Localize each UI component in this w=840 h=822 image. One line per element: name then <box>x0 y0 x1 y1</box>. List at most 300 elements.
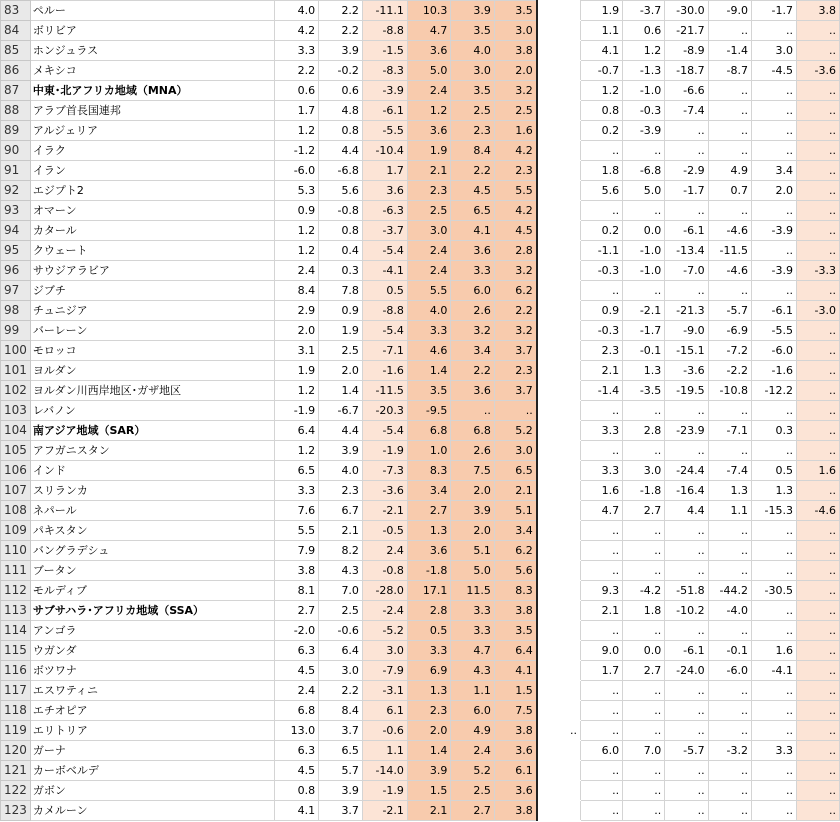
value-cell[interactable]: -0.2 <box>319 61 363 81</box>
value-cell[interactable] <box>537 341 581 361</box>
value-cell[interactable]: 1.4 <box>319 381 363 401</box>
row-header[interactable]: 120 <box>1 741 31 761</box>
region-name-cell[interactable]: モロッコ <box>30 341 274 361</box>
row-header[interactable]: 90 <box>1 141 31 161</box>
value-cell[interactable]: -1.1 <box>581 241 623 261</box>
value-cell[interactable]: 2.6 <box>451 301 494 321</box>
value-cell[interactable]: -5.5 <box>751 321 796 341</box>
value-cell[interactable]: -8.9 <box>665 41 708 61</box>
value-cell[interactable]: .. <box>751 281 796 301</box>
row-header[interactable]: 83 <box>1 1 31 21</box>
value-cell[interactable]: 6.1 <box>494 761 536 781</box>
value-cell[interactable]: .. <box>581 721 623 741</box>
value-cell[interactable]: 4.8 <box>319 101 363 121</box>
value-cell[interactable]: 6.2 <box>494 541 536 561</box>
value-cell[interactable]: 4.2 <box>494 141 536 161</box>
value-cell[interactable]: 4.0 <box>274 1 318 21</box>
value-cell[interactable]: 6.0 <box>581 741 623 761</box>
value-cell[interactable]: -7.4 <box>708 461 751 481</box>
value-cell[interactable]: -9.5 <box>407 401 450 421</box>
value-cell[interactable]: 1.3 <box>623 361 665 381</box>
value-cell[interactable]: 1.0 <box>407 441 450 461</box>
value-cell[interactable]: .. <box>665 201 708 221</box>
value-cell[interactable]: 2.0 <box>274 321 318 341</box>
value-cell[interactable]: -9.0 <box>708 1 751 21</box>
value-cell[interactable]: -0.5 <box>362 521 407 541</box>
value-cell[interactable]: -5.4 <box>362 241 407 261</box>
value-cell[interactable] <box>537 501 581 521</box>
value-cell[interactable]: -10.2 <box>665 601 708 621</box>
value-cell[interactable]: .. <box>751 601 796 621</box>
value-cell[interactable]: 1.2 <box>274 241 318 261</box>
region-name-cell[interactable]: チュニジア <box>30 301 274 321</box>
region-name-cell[interactable]: 中東･北アフリカ地域（MNA） <box>30 81 274 101</box>
value-cell[interactable] <box>537 21 581 41</box>
value-cell[interactable]: .. <box>708 401 751 421</box>
value-cell[interactable]: 0.0 <box>623 641 665 661</box>
value-cell[interactable]: 2.0 <box>751 181 796 201</box>
value-cell[interactable]: 3.1 <box>274 341 318 361</box>
value-cell[interactable]: 2.8 <box>623 421 665 441</box>
row-header[interactable]: 102 <box>1 381 31 401</box>
value-cell[interactable] <box>537 261 581 281</box>
region-name-cell[interactable]: パキスタン <box>30 521 274 541</box>
value-cell[interactable]: 0.8 <box>581 101 623 121</box>
value-cell[interactable]: -11.5 <box>362 381 407 401</box>
value-cell[interactable]: .. <box>581 541 623 561</box>
region-name-cell[interactable]: エリトリア <box>30 721 274 741</box>
region-name-cell[interactable]: ボリビア <box>30 21 274 41</box>
value-cell[interactable]: 1.7 <box>581 661 623 681</box>
value-cell[interactable]: 4.0 <box>407 301 450 321</box>
region-name-cell[interactable]: レバノン <box>30 401 274 421</box>
value-cell[interactable]: 1.2 <box>274 121 318 141</box>
value-cell[interactable]: .. <box>665 721 708 741</box>
value-cell[interactable]: 4.1 <box>494 661 536 681</box>
value-cell[interactable]: 4.2 <box>494 201 536 221</box>
value-cell[interactable]: 3.5 <box>451 21 494 41</box>
value-cell[interactable]: .. <box>796 101 839 121</box>
value-cell[interactable]: -1.9 <box>362 781 407 801</box>
value-cell[interactable]: 3.2 <box>451 321 494 341</box>
value-cell[interactable]: 7.6 <box>274 501 318 521</box>
row-header[interactable]: 112 <box>1 581 31 601</box>
value-cell[interactable]: .. <box>581 781 623 801</box>
value-cell[interactable]: 1.8 <box>623 601 665 621</box>
value-cell[interactable]: -7.0 <box>665 261 708 281</box>
region-name-cell[interactable]: アンゴラ <box>30 621 274 641</box>
value-cell[interactable]: .. <box>581 141 623 161</box>
region-name-cell[interactable]: ヨルダン川西岸地区･ガザ地区 <box>30 381 274 401</box>
value-cell[interactable]: -23.9 <box>665 421 708 441</box>
value-cell[interactable] <box>537 461 581 481</box>
value-cell[interactable]: -2.1 <box>362 501 407 521</box>
value-cell[interactable]: -6.7 <box>319 401 363 421</box>
value-cell[interactable]: -8.8 <box>362 301 407 321</box>
value-cell[interactable]: .. <box>623 141 665 161</box>
value-cell[interactable]: -0.3 <box>623 101 665 121</box>
value-cell[interactable]: -4.6 <box>708 261 751 281</box>
value-cell[interactable]: 4.1 <box>581 41 623 61</box>
value-cell[interactable]: 1.1 <box>708 501 751 521</box>
value-cell[interactable]: -8.8 <box>362 21 407 41</box>
value-cell[interactable] <box>537 121 581 141</box>
value-cell[interactable]: 8.2 <box>319 541 363 561</box>
region-name-cell[interactable]: ネパール <box>30 501 274 521</box>
value-cell[interactable]: 2.3 <box>494 361 536 381</box>
value-cell[interactable]: 5.6 <box>494 561 536 581</box>
value-cell[interactable]: .. <box>796 721 839 741</box>
value-cell[interactable]: -0.8 <box>362 561 407 581</box>
value-cell[interactable]: 3.5 <box>407 381 450 401</box>
value-cell[interactable]: 0.8 <box>274 781 318 801</box>
value-cell[interactable]: .. <box>796 741 839 761</box>
value-cell[interactable] <box>537 321 581 341</box>
value-cell[interactable]: 5.5 <box>494 181 536 201</box>
value-cell[interactable]: -5.7 <box>665 741 708 761</box>
value-cell[interactable]: 3.0 <box>494 21 536 41</box>
value-cell[interactable]: 8.3 <box>407 461 450 481</box>
value-cell[interactable] <box>537 61 581 81</box>
value-cell[interactable]: -1.6 <box>362 361 407 381</box>
value-cell[interactable]: .. <box>581 441 623 461</box>
value-cell[interactable]: 1.8 <box>581 161 623 181</box>
value-cell[interactable]: 1.3 <box>708 481 751 501</box>
value-cell[interactable]: .. <box>708 621 751 641</box>
value-cell[interactable]: .. <box>751 21 796 41</box>
value-cell[interactable]: 7.9 <box>274 541 318 561</box>
value-cell[interactable]: .. <box>796 161 839 181</box>
value-cell[interactable]: .. <box>751 141 796 161</box>
value-cell[interactable]: -6.1 <box>665 221 708 241</box>
value-cell[interactable] <box>537 521 581 541</box>
row-header[interactable]: 118 <box>1 701 31 721</box>
value-cell[interactable]: .. <box>623 541 665 561</box>
value-cell[interactable]: .. <box>623 621 665 641</box>
value-cell[interactable]: -15.1 <box>665 341 708 361</box>
row-header[interactable]: 86 <box>1 61 31 81</box>
region-name-cell[interactable]: ガーナ <box>30 741 274 761</box>
value-cell[interactable]: .. <box>796 41 839 61</box>
value-cell[interactable]: -13.4 <box>665 241 708 261</box>
value-cell[interactable]: 4.7 <box>581 501 623 521</box>
value-cell[interactable]: .. <box>796 21 839 41</box>
value-cell[interactable]: 2.6 <box>451 441 494 461</box>
value-cell[interactable]: -51.8 <box>665 581 708 601</box>
row-header[interactable]: 105 <box>1 441 31 461</box>
value-cell[interactable]: .. <box>708 21 751 41</box>
value-cell[interactable]: 5.1 <box>451 541 494 561</box>
row-header[interactable]: 107 <box>1 481 31 501</box>
value-cell[interactable]: 5.1 <box>494 501 536 521</box>
value-cell[interactable]: 1.7 <box>274 101 318 121</box>
value-cell[interactable]: .. <box>751 101 796 121</box>
value-cell[interactable]: -3.2 <box>708 741 751 761</box>
value-cell[interactable]: 3.8 <box>494 41 536 61</box>
value-cell[interactable] <box>537 301 581 321</box>
value-cell[interactable]: 4.3 <box>319 561 363 581</box>
value-cell[interactable]: 1.7 <box>362 161 407 181</box>
row-header[interactable]: 108 <box>1 501 31 521</box>
region-name-cell[interactable]: 南アジア地域（SAR） <box>30 421 274 441</box>
value-cell[interactable]: .. <box>796 661 839 681</box>
value-cell[interactable]: .. <box>581 621 623 641</box>
value-cell[interactable]: 2.3 <box>407 181 450 201</box>
value-cell[interactable]: -4.0 <box>708 601 751 621</box>
value-cell[interactable]: 0.0 <box>623 221 665 241</box>
value-cell[interactable]: .. <box>751 441 796 461</box>
value-cell[interactable]: .. <box>708 541 751 561</box>
value-cell[interactable] <box>537 661 581 681</box>
value-cell[interactable]: .. <box>796 381 839 401</box>
value-cell[interactable]: -24.4 <box>665 461 708 481</box>
value-cell[interactable]: -2.1 <box>362 801 407 821</box>
value-cell[interactable]: .. <box>796 221 839 241</box>
value-cell[interactable]: -3.3 <box>796 261 839 281</box>
value-cell[interactable]: 2.1 <box>319 521 363 541</box>
value-cell[interactable]: 3.3 <box>451 621 494 641</box>
value-cell[interactable]: 1.6 <box>494 121 536 141</box>
value-cell[interactable]: 5.6 <box>581 181 623 201</box>
value-cell[interactable]: -10.8 <box>708 381 751 401</box>
value-cell[interactable]: 6.4 <box>494 641 536 661</box>
value-cell[interactable]: .. <box>665 541 708 561</box>
value-cell[interactable]: 1.9 <box>407 141 450 161</box>
region-name-cell[interactable]: サウジアラビア <box>30 261 274 281</box>
value-cell[interactable]: -2.9 <box>665 161 708 181</box>
value-cell[interactable]: 8.4 <box>274 281 318 301</box>
value-cell[interactable]: .. <box>796 361 839 381</box>
value-cell[interactable]: -1.7 <box>623 321 665 341</box>
value-cell[interactable]: .. <box>796 481 839 501</box>
value-cell[interactable]: 4.2 <box>274 21 318 41</box>
value-cell[interactable]: 4.4 <box>319 141 363 161</box>
value-cell[interactable]: 2.1 <box>407 801 450 821</box>
row-header[interactable]: 116 <box>1 661 31 681</box>
row-header[interactable]: 113 <box>1 601 31 621</box>
value-cell[interactable]: 0.9 <box>319 301 363 321</box>
value-cell[interactable]: .. <box>796 521 839 541</box>
value-cell[interactable]: .. <box>796 581 839 601</box>
value-cell[interactable] <box>537 41 581 61</box>
value-cell[interactable] <box>537 141 581 161</box>
value-cell[interactable]: 5.3 <box>274 181 318 201</box>
value-cell[interactable]: 2.4 <box>451 741 494 761</box>
value-cell[interactable]: 6.3 <box>274 741 318 761</box>
row-header[interactable]: 119 <box>1 721 31 741</box>
value-cell[interactable]: 1.2 <box>274 381 318 401</box>
value-cell[interactable]: 9.0 <box>581 641 623 661</box>
value-cell[interactable]: 0.8 <box>319 121 363 141</box>
value-cell[interactable]: 0.7 <box>708 181 751 201</box>
value-cell[interactable]: 0.4 <box>319 241 363 261</box>
value-cell[interactable]: -1.9 <box>362 441 407 461</box>
region-name-cell[interactable]: ウガンダ <box>30 641 274 661</box>
region-name-cell[interactable]: エチオピア <box>30 701 274 721</box>
value-cell[interactable]: -4.5 <box>751 61 796 81</box>
value-cell[interactable]: 2.3 <box>494 161 536 181</box>
value-cell[interactable]: 5.0 <box>623 181 665 201</box>
value-cell[interactable]: 3.8 <box>494 801 536 821</box>
value-cell[interactable]: 3.9 <box>319 781 363 801</box>
value-cell[interactable]: 0.5 <box>751 461 796 481</box>
value-cell[interactable] <box>537 401 581 421</box>
value-cell[interactable]: .. <box>665 281 708 301</box>
row-header[interactable]: 104 <box>1 421 31 441</box>
value-cell[interactable]: .. <box>581 561 623 581</box>
value-cell[interactable]: 3.5 <box>451 81 494 101</box>
value-cell[interactable]: 3.3 <box>274 41 318 61</box>
value-cell[interactable]: 1.5 <box>494 681 536 701</box>
value-cell[interactable]: -15.3 <box>751 501 796 521</box>
value-cell[interactable]: .. <box>796 801 839 821</box>
value-cell[interactable]: 6.9 <box>407 661 450 681</box>
value-cell[interactable]: .. <box>665 441 708 461</box>
value-cell[interactable]: .. <box>623 521 665 541</box>
value-cell[interactable]: .. <box>665 681 708 701</box>
value-cell[interactable]: .. <box>623 781 665 801</box>
value-cell[interactable]: .. <box>665 801 708 821</box>
value-cell[interactable]: 3.6 <box>407 541 450 561</box>
value-cell[interactable]: -0.1 <box>623 341 665 361</box>
value-cell[interactable]: 4.4 <box>665 501 708 521</box>
value-cell[interactable]: -3.7 <box>362 221 407 241</box>
value-cell[interactable]: .. <box>796 321 839 341</box>
value-cell[interactable]: .. <box>751 121 796 141</box>
value-cell[interactable]: -3.9 <box>623 121 665 141</box>
value-cell[interactable]: -1.4 <box>581 381 623 401</box>
value-cell[interactable]: -20.3 <box>362 401 407 421</box>
value-cell[interactable]: -16.4 <box>665 481 708 501</box>
value-cell[interactable] <box>537 201 581 221</box>
value-cell[interactable]: 2.7 <box>451 801 494 821</box>
row-header[interactable]: 95 <box>1 241 31 261</box>
value-cell[interactable]: .. <box>796 201 839 221</box>
value-cell[interactable]: 7.5 <box>451 461 494 481</box>
value-cell[interactable]: .. <box>708 121 751 141</box>
value-cell[interactable] <box>537 181 581 201</box>
value-cell[interactable]: 3.6 <box>362 181 407 201</box>
value-cell[interactable] <box>537 621 581 641</box>
value-cell[interactable] <box>537 361 581 381</box>
value-cell[interactable]: .. <box>581 701 623 721</box>
value-cell[interactable]: 1.1 <box>451 681 494 701</box>
value-cell[interactable]: .. <box>796 401 839 421</box>
value-cell[interactable]: 1.3 <box>751 481 796 501</box>
value-cell[interactable]: 0.5 <box>362 281 407 301</box>
value-cell[interactable]: 6.8 <box>274 701 318 721</box>
region-name-cell[interactable]: アルジェリア <box>30 121 274 141</box>
value-cell[interactable]: 3.3 <box>581 421 623 441</box>
value-cell[interactable] <box>537 781 581 801</box>
value-cell[interactable]: 3.6 <box>407 121 450 141</box>
value-cell[interactable]: .. <box>796 781 839 801</box>
value-cell[interactable]: -7.4 <box>665 101 708 121</box>
value-cell[interactable]: 3.9 <box>319 41 363 61</box>
value-cell[interactable]: -6.8 <box>319 161 363 181</box>
value-cell[interactable]: .. <box>623 441 665 461</box>
value-cell[interactable]: .. <box>751 721 796 741</box>
value-cell[interactable]: 3.4 <box>494 521 536 541</box>
value-cell[interactable]: .. <box>623 701 665 721</box>
row-header[interactable]: 99 <box>1 321 31 341</box>
value-cell[interactable]: .. <box>796 141 839 161</box>
value-cell[interactable]: .. <box>623 401 665 421</box>
value-cell[interactable]: -1.4 <box>708 41 751 61</box>
value-cell[interactable]: 3.7 <box>494 341 536 361</box>
value-cell[interactable]: 2.7 <box>407 501 450 521</box>
value-cell[interactable]: .. <box>708 721 751 741</box>
region-name-cell[interactable]: カメルーン <box>30 801 274 821</box>
value-cell[interactable]: 3.9 <box>451 1 494 21</box>
value-cell[interactable]: -3.1 <box>362 681 407 701</box>
value-cell[interactable]: 4.1 <box>274 801 318 821</box>
value-cell[interactable]: .. <box>796 641 839 661</box>
row-header[interactable]: 123 <box>1 801 31 821</box>
value-cell[interactable]: 2.2 <box>319 1 363 21</box>
value-cell[interactable]: -18.7 <box>665 61 708 81</box>
row-header[interactable]: 93 <box>1 201 31 221</box>
value-cell[interactable]: 2.2 <box>494 301 536 321</box>
value-cell[interactable]: 1.9 <box>274 361 318 381</box>
value-cell[interactable]: 3.5 <box>494 1 536 21</box>
value-cell[interactable]: -5.2 <box>362 621 407 641</box>
row-header[interactable]: 117 <box>1 681 31 701</box>
value-cell[interactable]: 6.5 <box>494 461 536 481</box>
value-cell[interactable] <box>537 281 581 301</box>
value-cell[interactable]: 2.7 <box>274 601 318 621</box>
value-cell[interactable]: 1.6 <box>796 461 839 481</box>
row-header[interactable]: 97 <box>1 281 31 301</box>
value-cell[interactable]: 2.5 <box>451 101 494 121</box>
value-cell[interactable]: 8.3 <box>494 581 536 601</box>
value-cell[interactable]: 0.3 <box>751 421 796 441</box>
value-cell[interactable]: -0.7 <box>581 61 623 81</box>
value-cell[interactable]: -6.8 <box>623 161 665 181</box>
value-cell[interactable]: 1.4 <box>407 361 450 381</box>
value-cell[interactable]: 2.1 <box>581 601 623 621</box>
value-cell[interactable]: 0.2 <box>581 121 623 141</box>
value-cell[interactable]: .. <box>665 621 708 641</box>
value-cell[interactable]: 0.6 <box>319 81 363 101</box>
value-cell[interactable]: .. <box>623 801 665 821</box>
value-cell[interactable]: .. <box>751 561 796 581</box>
row-header[interactable]: 100 <box>1 341 31 361</box>
value-cell[interactable]: 3.3 <box>407 641 450 661</box>
value-cell[interactable]: 4.0 <box>319 461 363 481</box>
value-cell[interactable]: 5.7 <box>319 761 363 781</box>
value-cell[interactable]: 3.5 <box>494 621 536 641</box>
value-cell[interactable]: 2.9 <box>274 301 318 321</box>
value-cell[interactable]: 3.3 <box>581 461 623 481</box>
value-cell[interactable]: 2.1 <box>581 361 623 381</box>
value-cell[interactable]: .. <box>708 681 751 701</box>
value-cell[interactable]: .. <box>796 181 839 201</box>
value-cell[interactable]: 2.5 <box>407 201 450 221</box>
region-name-cell[interactable]: カタール <box>30 221 274 241</box>
value-cell[interactable]: 1.1 <box>581 21 623 41</box>
value-cell[interactable]: 2.0 <box>494 61 536 81</box>
value-cell[interactable]: 3.7 <box>319 801 363 821</box>
value-cell[interactable]: -1.8 <box>407 561 450 581</box>
row-header[interactable]: 109 <box>1 521 31 541</box>
value-cell[interactable]: -44.2 <box>708 581 751 601</box>
value-cell[interactable]: 2.8 <box>494 241 536 261</box>
value-cell[interactable]: -3.7 <box>623 1 665 21</box>
value-cell[interactable]: -7.1 <box>708 421 751 441</box>
value-cell[interactable]: -21.7 <box>665 21 708 41</box>
value-cell[interactable] <box>537 681 581 701</box>
